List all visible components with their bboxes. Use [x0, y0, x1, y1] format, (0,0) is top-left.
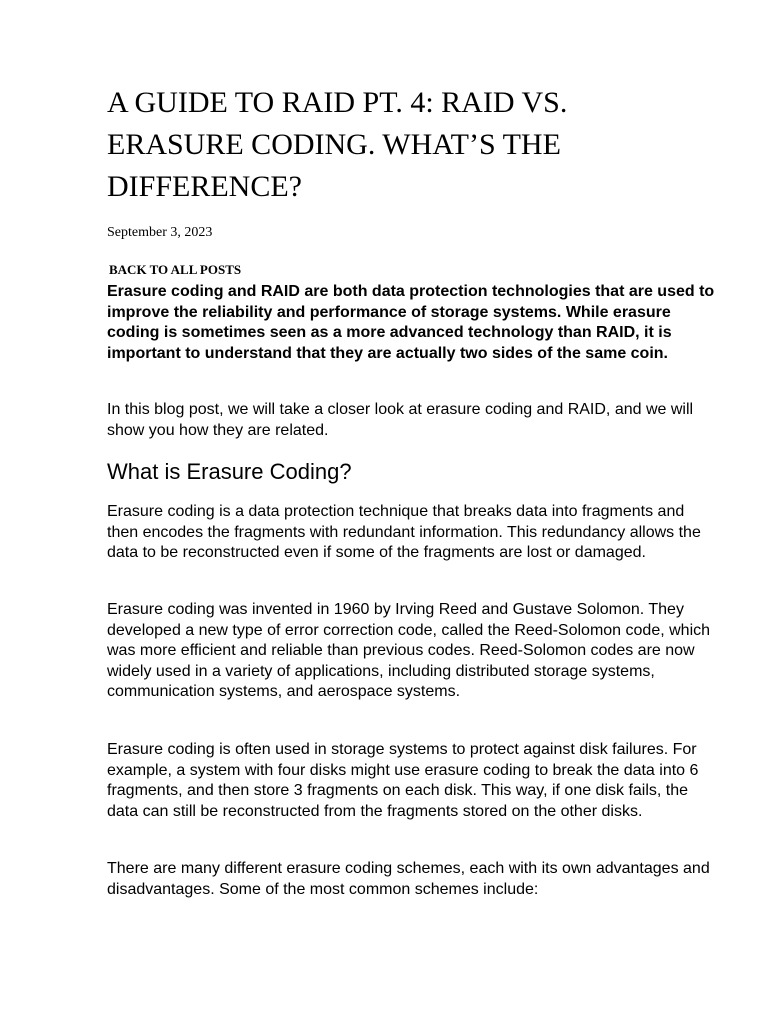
section-heading: What is Erasure Coding?	[107, 459, 352, 484]
back-to-all-posts-link[interactable]: BACK TO ALL POSTS	[109, 262, 242, 277]
intro-paragraph: Erasure coding and RAID are both data protection technologies that are used to improve the reliability and performance of storage systems. While erasure coding is sometimes seen as a more advanced technology than RAID, it is important to understand that they are actually two sides of the same coin.	[107, 283, 715, 362]
post-title: A GUIDE TO RAID PT. 4: RAID VS. ERASURE CODING. WHAT’S THE DIFFERENCE?	[107, 86, 568, 203]
paragraph-5: There are many different erasure coding schemes, each with its own advantages and disadvantages. Some of the most common schemes include:	[107, 860, 710, 898]
paragraph-4: Erasure coding is often used in storage systems to protect against disk failures. For example, a system with four disks might use erasure coding to break the data into 6 fragments, and then store 3 fragments on each disk. This way, if one disk fails, the data can still be reconstructed from the fragments stored on the other disks.	[107, 741, 699, 820]
paragraph-2: Erasure coding is a data protection technique that breaks data into fragments and then encodes the fragments with redundant information. This redundancy allows the data to be reconstructed even if some of the fragments are lost or damaged.	[107, 503, 701, 561]
paragraph-3: Erasure coding was invented in 1960 by Irving Reed and Gustave Solomon. They developed a new type of error correction code, called the Reed-Solomon code, which was more efficient and reliable than previous codes. Reed-Solomon codes are now widely used in a variety of applications, including distributed storage systems, communication systems, and aerospace systems.	[107, 601, 711, 700]
paragraph-1: In this blog post, we will take a closer look at erasure coding and RAID, and we will show you how they are related.	[107, 401, 694, 439]
post-date: September 3, 2023	[107, 225, 213, 240]
